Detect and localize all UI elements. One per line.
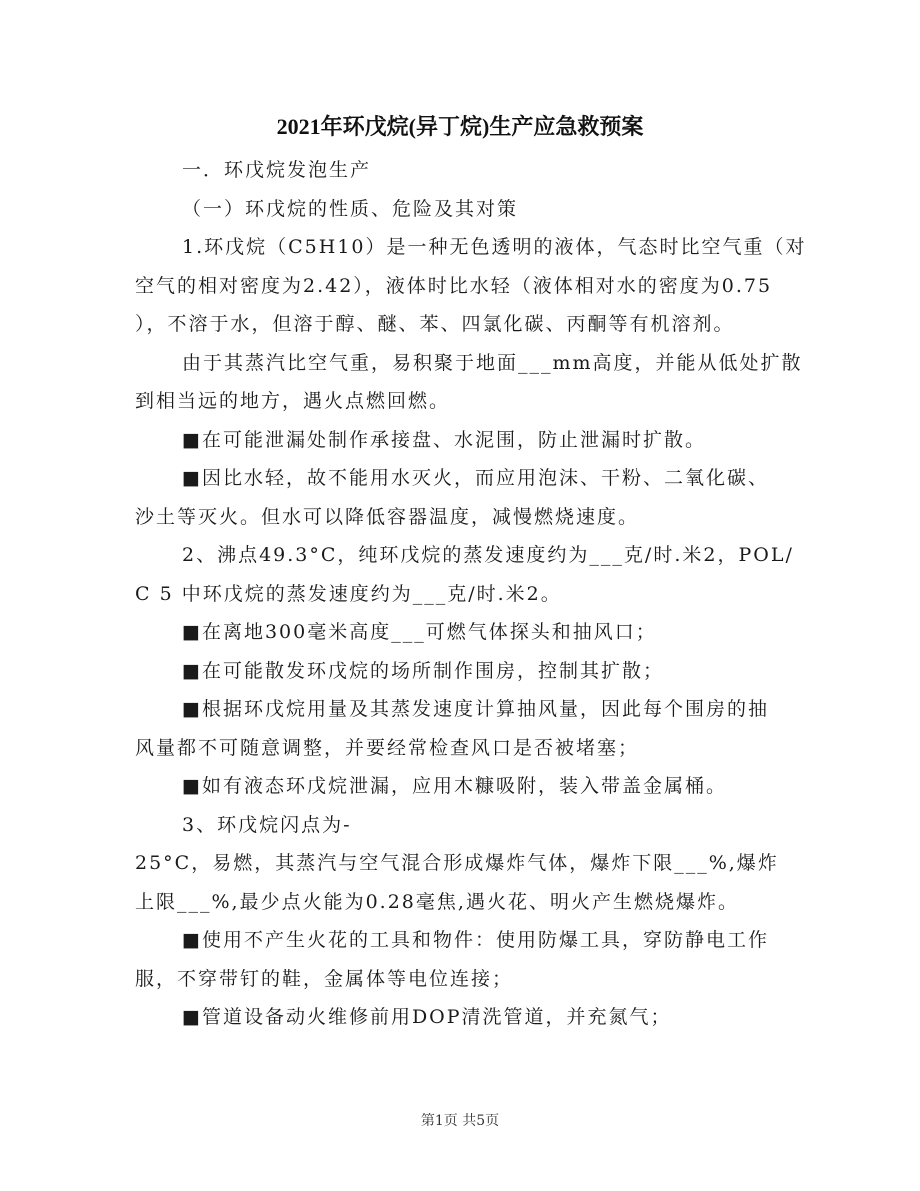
subsection-heading: （一）环戊烷的性质、危险及其对策	[182, 197, 519, 220]
paragraph-line: 上限___%,最少点火能为0.28毫焦,遇火花、明火产生燃烧爆炸。	[135, 890, 739, 913]
paragraph-line: 由于其蒸汽比空气重，易积聚于地面___mm高度，并能从低处扩散	[182, 351, 803, 374]
document-title: 2021年环戊烷(异丁烷)生产应急救预案	[276, 114, 644, 139]
paragraph-line: 到相当远的地方，遇火点燃回燃。	[135, 390, 451, 412]
paragraph-line: 服，不穿带钉的鞋，金属体等电位连接；	[135, 967, 514, 990]
paragraph-line: ），不溶于水，但溶于醇、醚、苯、四氯化碳、丙酮等有机溶剂。	[135, 313, 735, 335]
paragraph-line: 2、沸点49.3°C，纯环戊烷的蒸发速度约为___克/时.米2，POL/	[182, 544, 794, 566]
page-number-footer: 第1页 共5页	[420, 1113, 500, 1129]
bullet-line: ■使用不产生火花的工具和物件：使用防爆工具，穿防静电工作	[182, 929, 769, 951]
paragraph-line: C 5 中环戊烷的蒸发速度约为___克/时.米2。	[135, 582, 562, 605]
paragraph-line: 1.环戊烷（C5H10）是一种无色透明的液体，气态时比空气重（对	[182, 236, 807, 258]
paragraph-line: 3、环戊烷闪点为-	[182, 813, 352, 836]
paragraph-line: 25°C，易燃，其蒸汽与空气混合形成爆炸气体，爆炸下限___%,爆炸	[135, 852, 779, 874]
section-heading: 一．环戊烷发泡生产	[182, 159, 372, 181]
bullet-line: ■在离地300毫米高度___可燃气体探头和抽风口；	[182, 621, 657, 643]
bullet-line: ■如有液态环戊烷泄漏，应用木糠吸附，装入带盖金属桶。	[182, 775, 727, 797]
paragraph-line: 空气的相对密度为2.42），液体时比水轻（液体相对水的密度为0.75	[135, 274, 773, 297]
bullet-line: ■根据环戊烷用量及其蒸发速度计算抽风量，因此每个围房的抽	[182, 698, 769, 720]
bullet-line: ■在可能散发环戊烷的场所制作围房，控制其扩散；	[182, 659, 664, 682]
document-body	[135, 151, 807, 1037]
bullet-line: ■在可能泄漏处制作承接盘、水泥围，防止泄漏时扩散。	[182, 428, 706, 451]
paragraph-line: 风量都不可随意调整，并要经常检查风口是否被堵塞；	[135, 736, 640, 759]
bullet-line: ■管道设备动火维修前用DOP清洗管道，并充氮气；	[182, 1006, 672, 1028]
paragraph-line: 沙土等灭火。但水可以降低容器温度，减慢燃烧速度。	[135, 505, 640, 528]
bullet-line: ■因比水轻，故不能用水灭火，而应用泡沫、干粉、二氧化碳、	[182, 467, 769, 489]
